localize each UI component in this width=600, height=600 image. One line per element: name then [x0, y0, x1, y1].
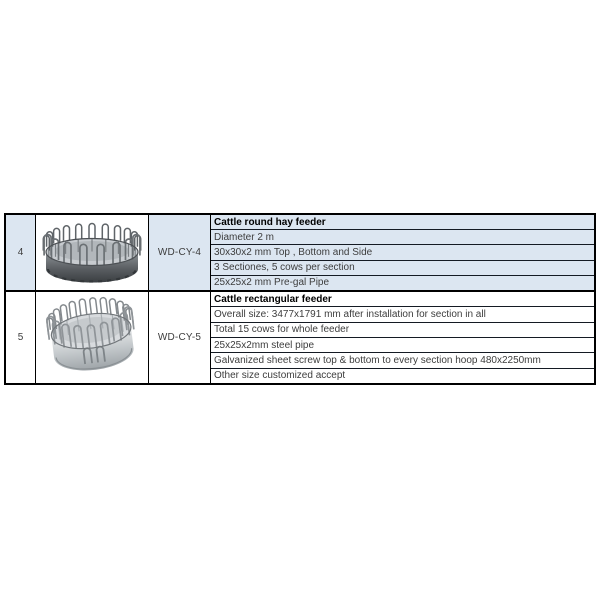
spec-row: 25x25x2 mm Pre-gal Pipe: [211, 276, 594, 290]
spec-row: Other size customized accept: [211, 369, 594, 383]
model-code-cell: WD-CY-5: [149, 292, 211, 383]
spec-row: Diameter 2 m: [211, 230, 594, 245]
table-row: [6, 292, 594, 383]
round-hay-feeder-image: [37, 217, 147, 289]
row-number-cell: 5: [6, 292, 36, 383]
spec-list: [211, 215, 594, 290]
spec-row: 3 Sectiones, 5 cows per section: [211, 261, 594, 276]
spec-row: Overall size: 3477x1791 mm after installation for section in all: [211, 307, 594, 322]
model-code-cell: WD-CY-4: [149, 215, 211, 290]
spec-row: 25x25x2mm steel pipe: [211, 338, 594, 353]
spec-list: [211, 292, 594, 383]
spec-row: Total 15 cows for whole feeder: [211, 323, 594, 338]
spec-row: Galvanized sheet screw top & bottom to every section hoop 480x2250mm: [211, 353, 594, 368]
row-number-cell: 4: [6, 215, 36, 290]
product-image-cell: [36, 215, 149, 290]
spec-title-row: Cattle rectangular feeder: [211, 292, 594, 307]
product-image-cell: [36, 292, 149, 383]
rectangular-feeder-image: [37, 293, 147, 383]
spec-title-row: Cattle round hay feeder: [211, 215, 594, 230]
table-row: [6, 215, 594, 292]
spec-row: 30x30x2 mm Top , Bottom and Side: [211, 245, 594, 260]
product-spec-table: [4, 213, 596, 385]
